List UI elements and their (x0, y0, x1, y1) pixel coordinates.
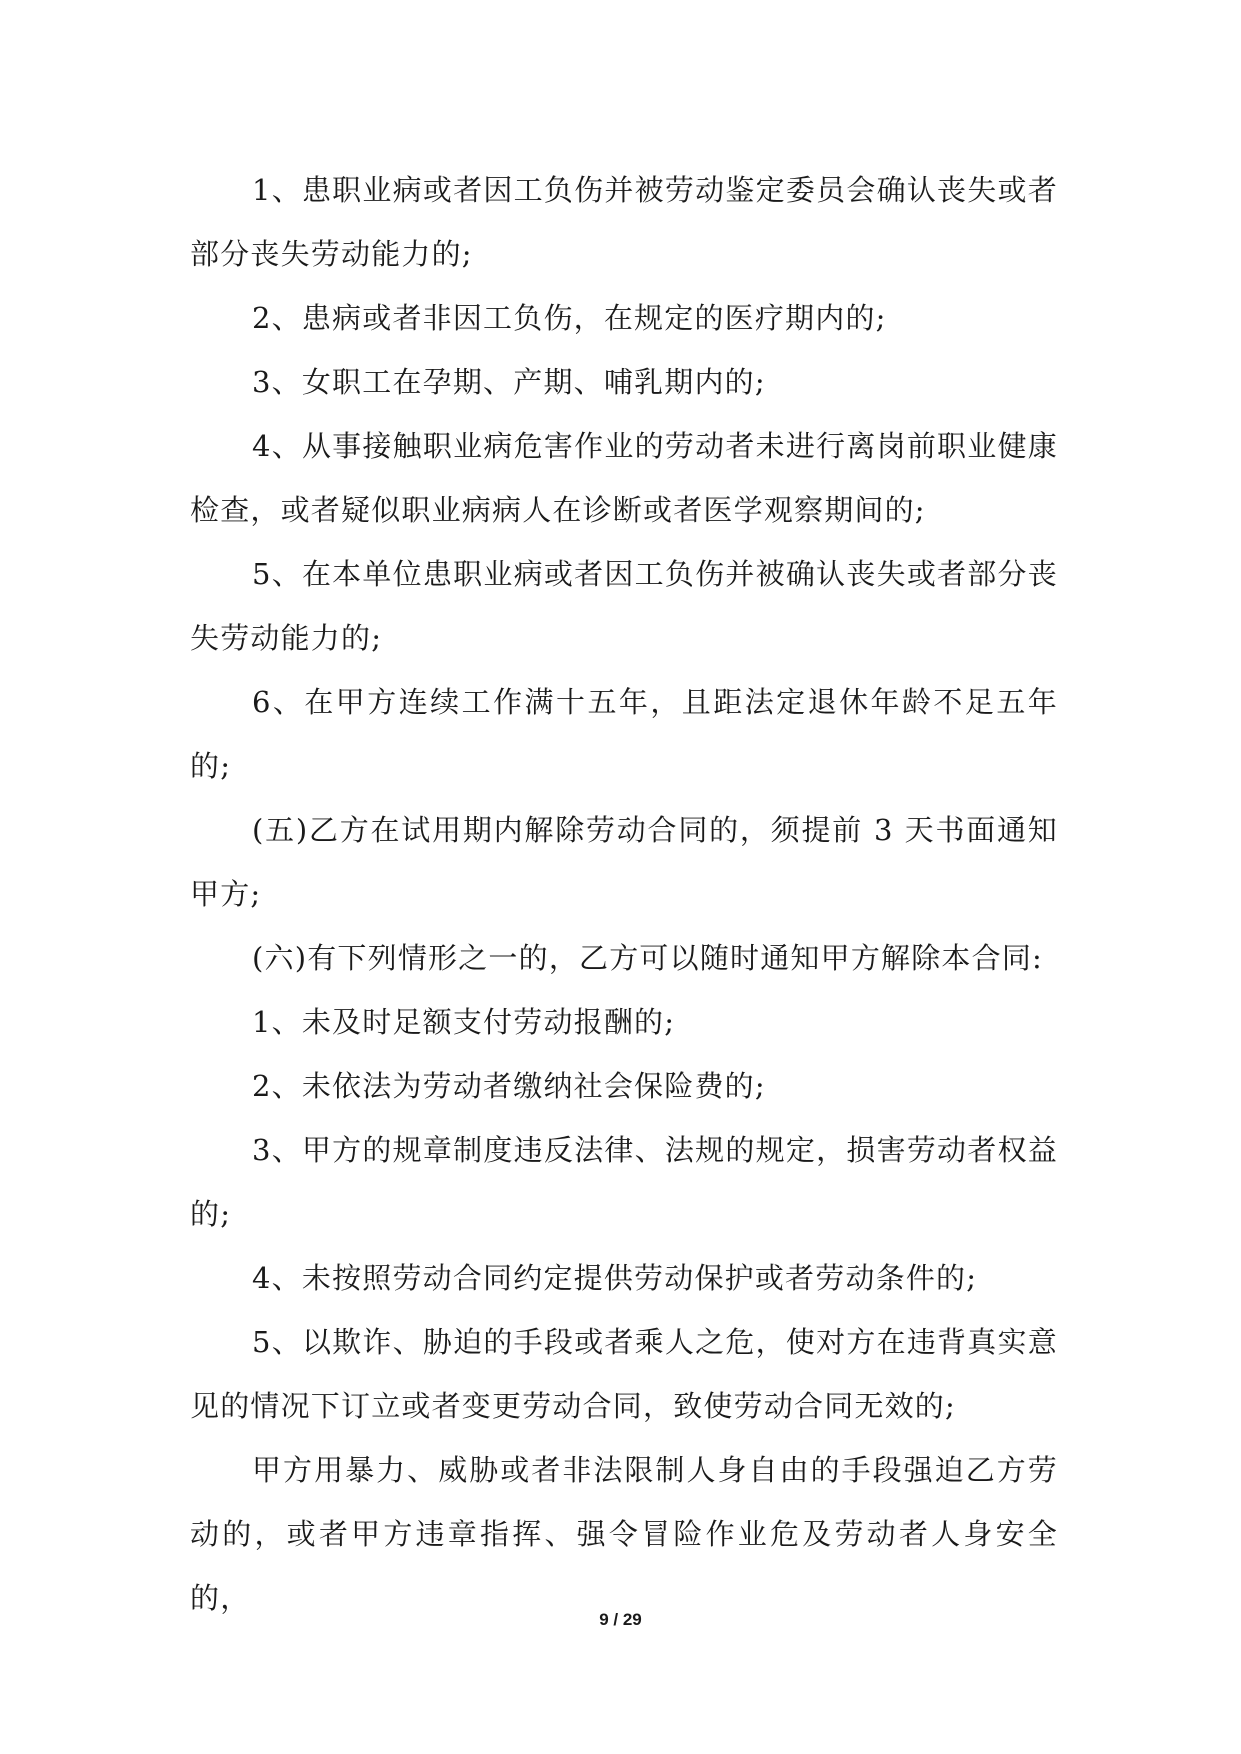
paragraph-8: (六)有下列情形之一的，乙方可以随时通知甲方解除本合同: (252, 941, 1043, 975)
paragraph-14: 甲方用暴力、威胁或者非法限制人身自由的手段强迫乙方劳动的，或者甲方违章指挥、强令冒险作业危及劳动者人身安全的， (190, 1453, 1058, 1615)
paragraph-5: 5、在本单位患职业病或者因工负伤并被确认丧失或者部分丧失劳动能力的; (190, 557, 1058, 655)
paragraph-9: 1、未及时足额支付劳动报酬的; (252, 1005, 676, 1039)
paragraph-10: 2、未依法为劳动者缴纳社会保险费的; (252, 1069, 766, 1103)
document-body (190, 158, 1058, 1630)
paragraph-1: 1、患职业病或者因工负伤并被劳动鉴定委员会确认丧失或者部分丧失劳动能力的; (190, 173, 1058, 271)
page-number: 9 / 29 (599, 1610, 642, 1629)
paragraph-12: 4、未按照劳动合同约定提供劳动保护或者劳动条件的; (252, 1261, 978, 1295)
paragraph-6: 6、在甲方连续工作满十五年，且距法定退休年龄不足五年的; (190, 685, 1058, 783)
paragraph-13: 5、以欺诈、胁迫的手段或者乘人之危，使对方在违背真实意见的情况下订立或者变更劳动合同，致使劳动合同无效的; (190, 1325, 1058, 1423)
paragraph-4: 4、从事接触职业病危害作业的劳动者未进行离岗前职业健康检查，或者疑似职业病病人在诊断或者医学观察期间的; (190, 429, 1058, 527)
paragraph-7: (五)乙方在试用期内解除劳动合同的，须提前 3 天书面通知甲方; (190, 813, 1058, 911)
paragraph-3: 3、女职工在孕期、产期、哺乳期内的; (252, 365, 766, 399)
paragraph-11: 3、甲方的规章制度违反法律、法规的规定，损害劳动者权益的; (190, 1133, 1058, 1231)
paragraph-2: 2、患病或者非因工负伤，在规定的医疗期内的; (252, 301, 887, 335)
